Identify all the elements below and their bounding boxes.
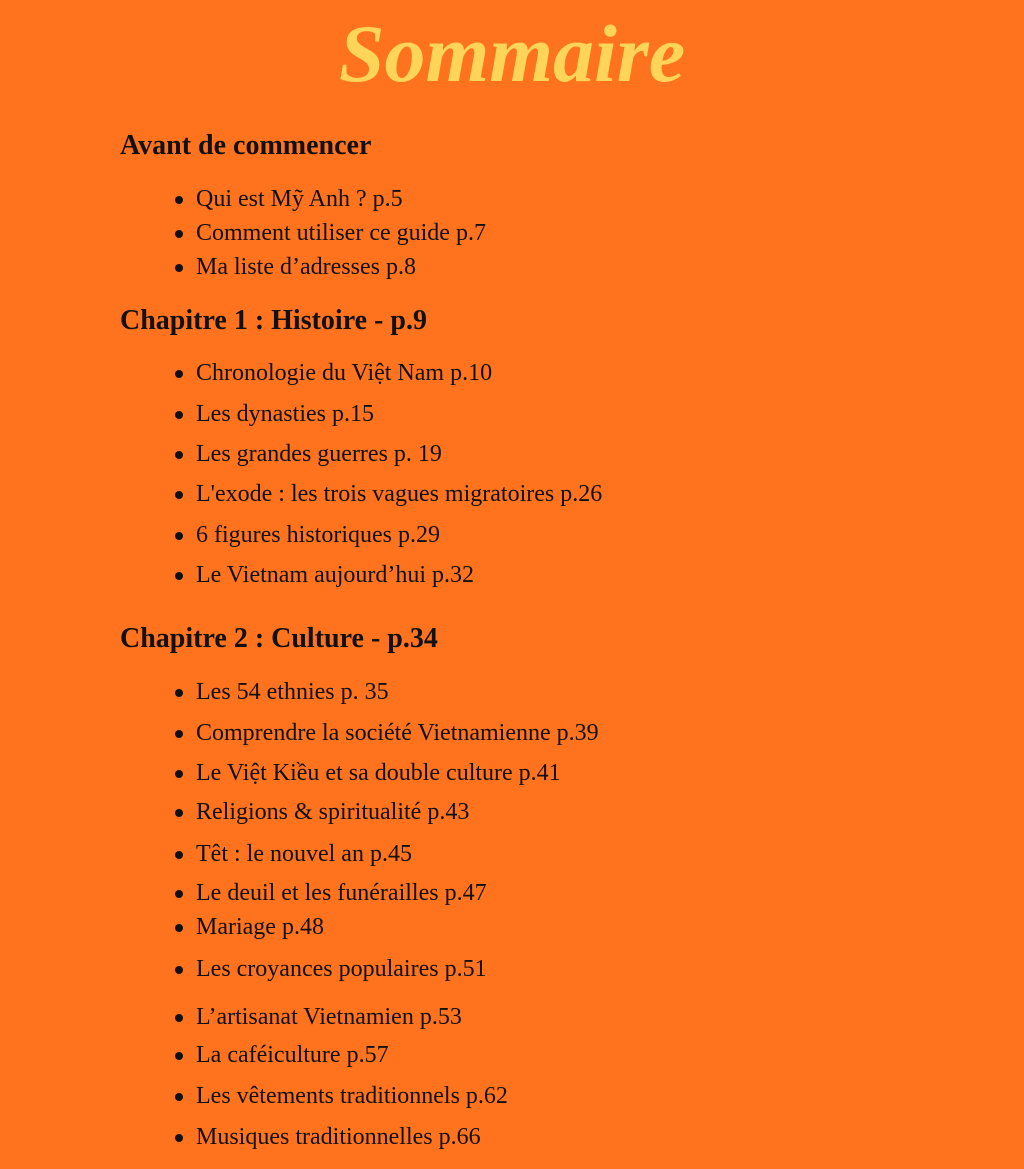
bullet-icon [175, 491, 183, 499]
list-item [196, 521, 440, 549]
bullet-icon [175, 851, 183, 859]
list-item [196, 359, 492, 387]
bullet-icon [175, 264, 183, 272]
list-item [196, 1123, 481, 1151]
list-item [196, 759, 561, 787]
list-item [196, 185, 403, 213]
list-item [196, 678, 389, 706]
list-item-label: Le Việt Kiều et sa double culture p.41 [196, 760, 561, 786]
list-item [196, 440, 442, 468]
list-item-label: Musiques traditionnelles p.66 [196, 1124, 481, 1150]
list-item-label: L’artisanat Vietnamien p.53 [196, 1004, 462, 1030]
list-item [196, 955, 487, 983]
list-item [196, 219, 486, 247]
list-item [196, 840, 412, 868]
list-item-label: Le deuil et les funérailles p.47 [196, 880, 487, 906]
list-item-label: Les 54 ethnies p. 35 [196, 679, 389, 705]
bullet-icon [175, 1093, 183, 1101]
bullet-icon [175, 770, 183, 778]
list-item [196, 1082, 508, 1110]
list-item-label: Les vêtements traditionnels p.62 [196, 1083, 508, 1109]
bullet-icon [175, 730, 183, 738]
bullet-icon [175, 1014, 183, 1022]
list-item-label: Les croyances populaires p.51 [196, 956, 487, 982]
list-item-label: Les dynasties p.15 [196, 401, 374, 427]
bullet-icon [175, 809, 183, 817]
list-item-label: Mariage p.48 [196, 914, 324, 940]
list-item-label: Les grandes guerres p. 19 [196, 441, 442, 467]
list-item [196, 1003, 462, 1031]
bullet-icon [175, 689, 183, 697]
bullet-icon [175, 966, 183, 974]
list-item-label: L'exode : les trois vagues migratoires p.26 [196, 481, 603, 507]
list-item [196, 480, 602, 508]
list-item-label: Têt : le nouvel an p.45 [196, 841, 412, 867]
list-item [196, 719, 599, 747]
section-heading-avant-de-commencer: Avant de commencer [120, 130, 372, 161]
list-item-label: Ma liste d’adresses p.8 [196, 254, 416, 280]
page-title: Sommaire [338, 8, 686, 99]
bullet-icon [175, 1052, 183, 1060]
list-item [196, 913, 324, 941]
list-item [196, 879, 487, 907]
list-item-label: 6 figures historiques p.29 [196, 522, 440, 548]
bullet-icon [175, 532, 183, 540]
bullet-icon [175, 411, 183, 419]
bullet-icon [175, 924, 183, 932]
list-item-label: Qui est Mỹ Anh ? p.5 [196, 186, 403, 212]
list-item [196, 798, 469, 826]
bullet-icon [175, 196, 183, 204]
list-item [196, 253, 416, 281]
bullet-icon [175, 451, 183, 459]
section-heading-chapitre-2: Chapitre 2 : Culture - p.34 [120, 623, 438, 654]
bullet-icon [175, 370, 183, 378]
list-item [196, 1041, 389, 1069]
list-item-label: Comprendre la société Vietnamienne p.39 [196, 720, 599, 746]
list-item-label: Comment utiliser ce guide p.7 [196, 220, 486, 246]
bullet-icon [175, 890, 183, 898]
list-item [196, 400, 374, 428]
bullet-icon [175, 230, 183, 238]
list-item-label: Le Vietnam aujourd’hui p.32 [196, 562, 475, 588]
list-item-label: Religions & spiritualité p.43 [196, 799, 470, 825]
bullet-icon [175, 1134, 183, 1142]
list-item [196, 561, 474, 589]
list-item-label: La caféiculture p.57 [196, 1042, 389, 1068]
section-heading-chapitre-1: Chapitre 1 : Histoire - p.9 [120, 305, 427, 336]
list-item-label: Chronologie du Việt Nam p.10 [196, 360, 493, 386]
bullet-icon [175, 572, 183, 580]
